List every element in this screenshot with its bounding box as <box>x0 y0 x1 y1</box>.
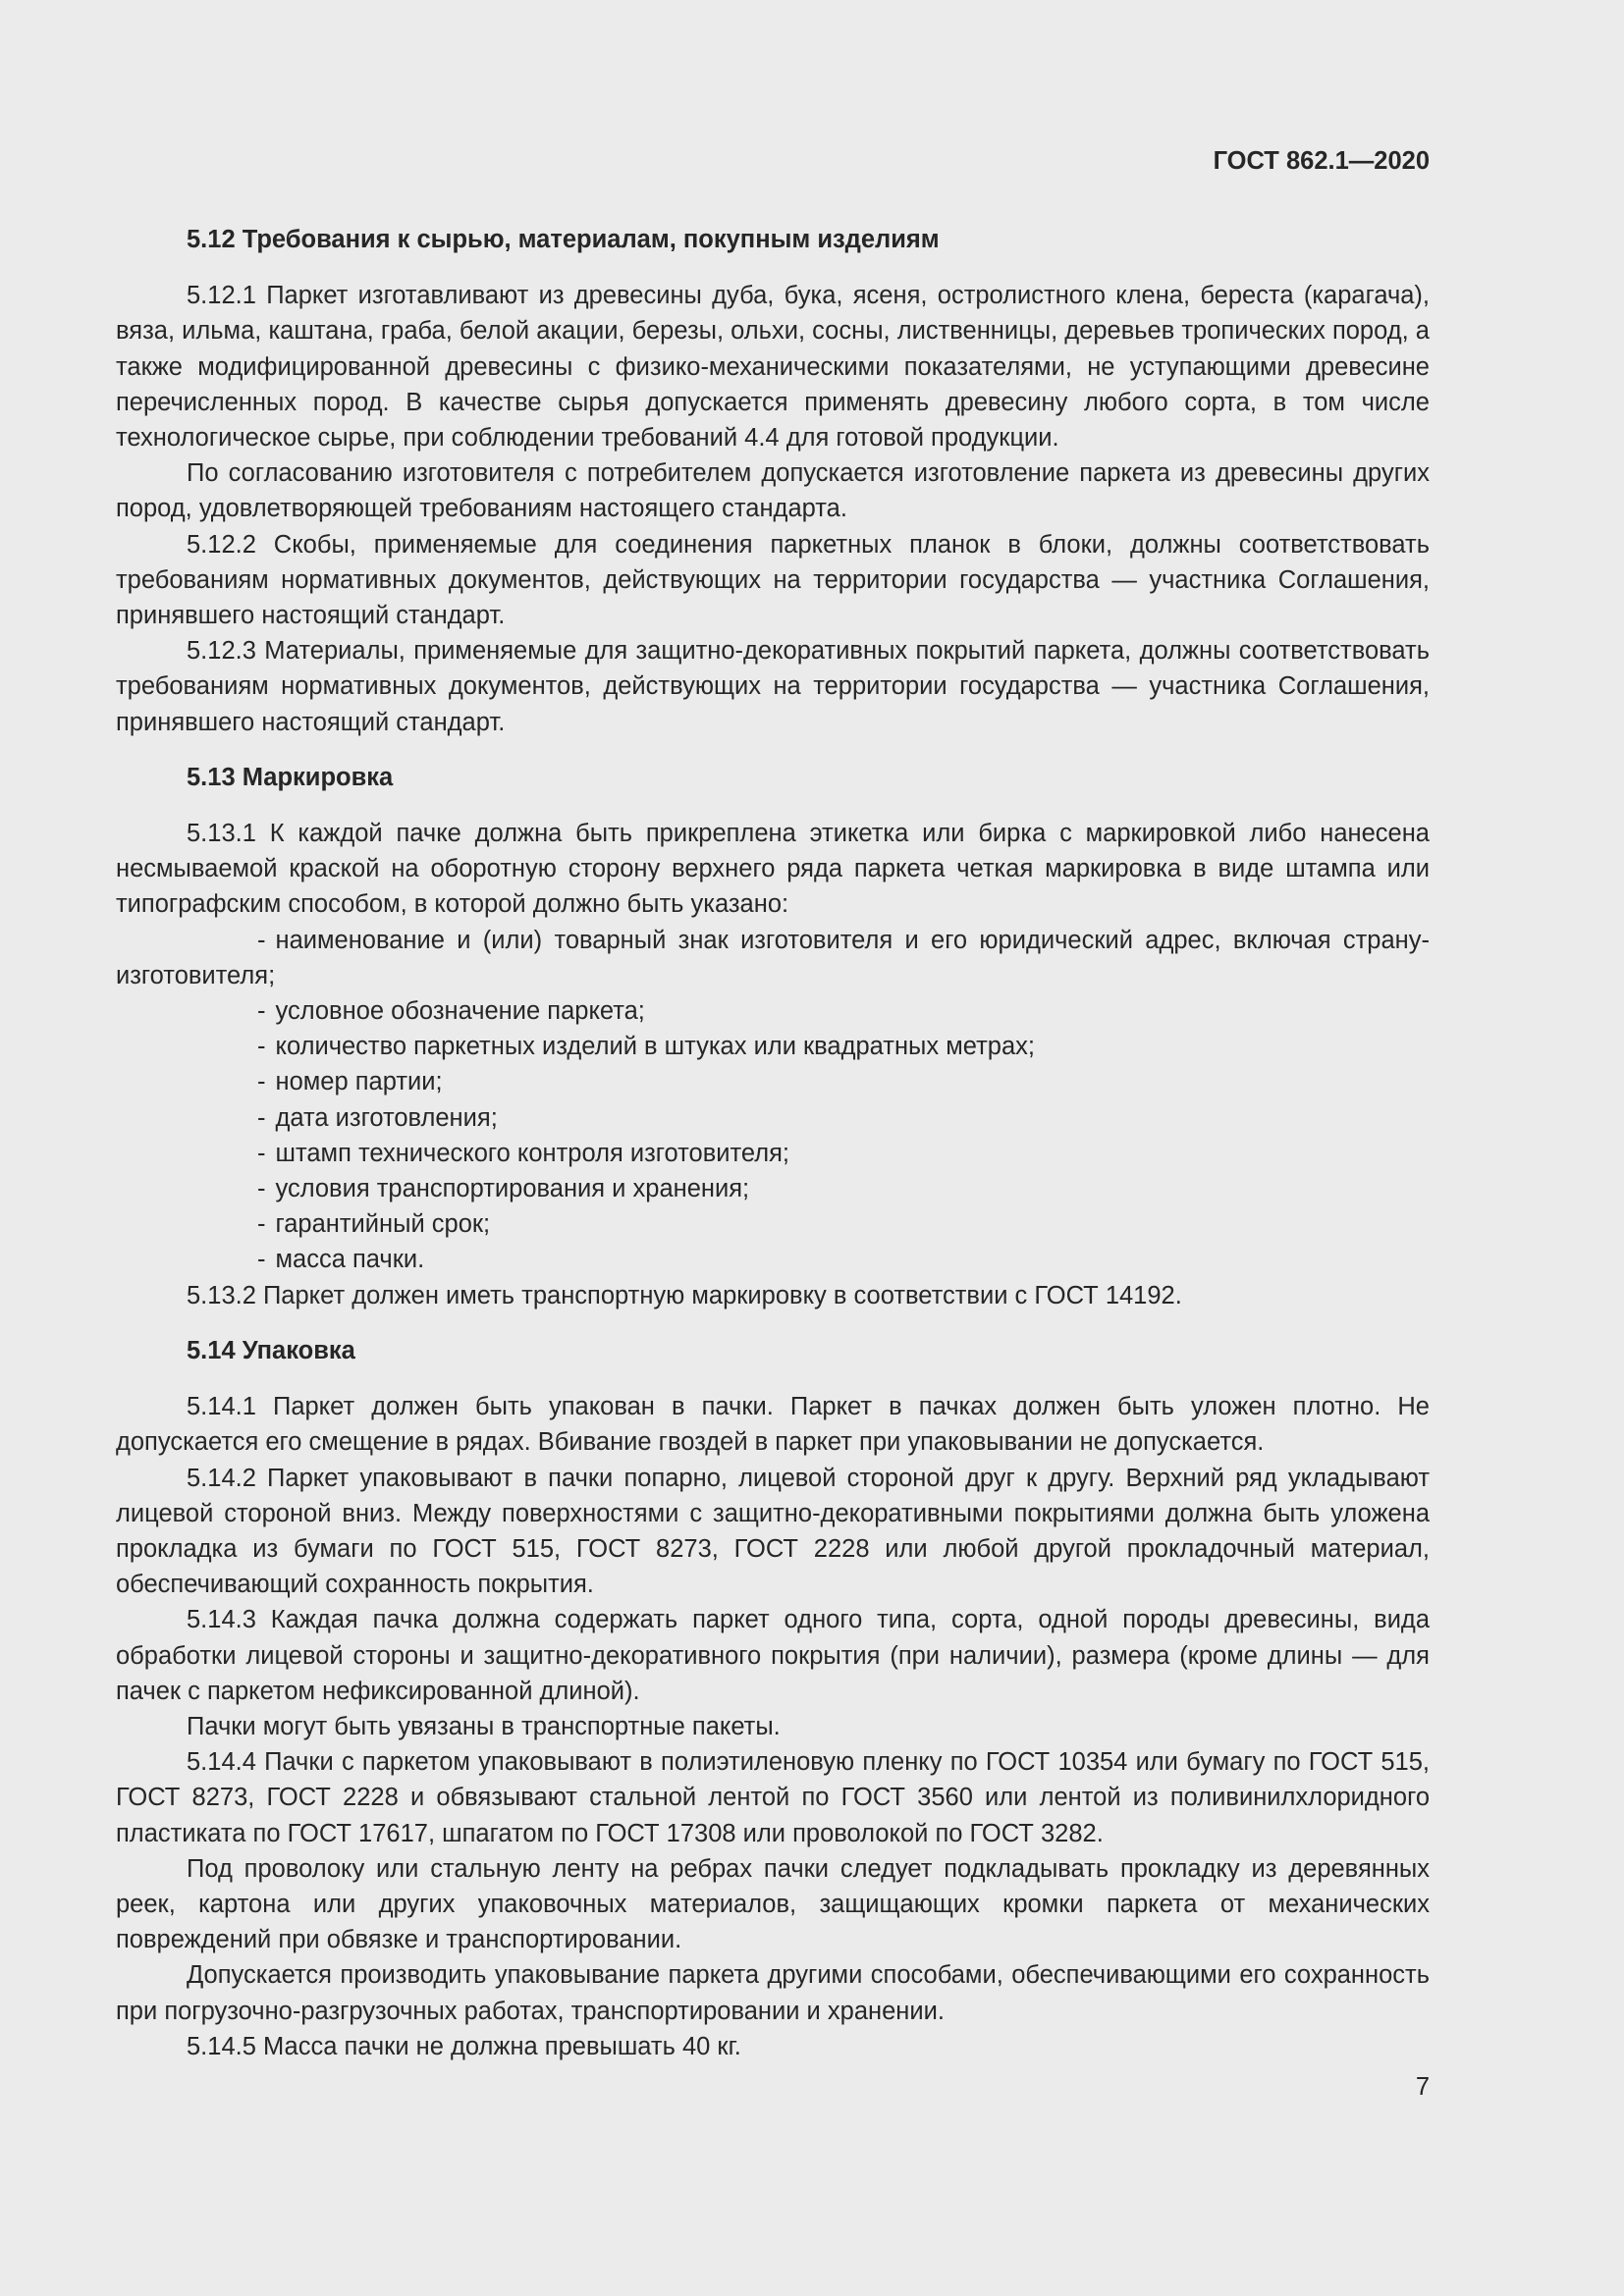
list-item: - количество паркетных изделий в штуках или квадратных метрах; <box>257 1033 1035 1061</box>
section-5-12 <box>116 222 1430 740</box>
paragraph: Под проволоку или стальную ленту на ребрах пачки следует подкладывать прокладку из деревянных реек, картона или других упаковочных материалов, защищающих кромки паркета от механических повреждений при обвязке и транспортировании. <box>116 1854 1430 1954</box>
page-number: 7 <box>1415 2073 1430 2101</box>
section-5-13 <box>116 760 1430 1313</box>
paragraph: 5.13.1 К каждой пачке должна быть прикреплена этикетка или бирка с маркировкой либо нанесена несмываемой краской на оборотную сторону верхнего ряда паркета четкая маркировка в виде штампа или типографским способом, в которой должно быть указано: <box>116 820 1430 919</box>
section-5-14 <box>116 1333 1430 2064</box>
standard-designation: ГОСТ 862.1—2020 <box>1213 147 1430 175</box>
section-heading: 5.13 Маркировка <box>187 763 394 791</box>
section-heading: 5.14 Упаковка <box>187 1336 355 1364</box>
paragraph: 5.14.3 Каждая пачка должна содержать паркет одного типа, сорта, одной породы древесины, вида обработки лицевой стороны и защитно-декоративного покрытия (при наличии), размера (кроме длины — для пачек с паркетом нефиксированной длиной). <box>116 1606 1430 1705</box>
paragraph: 5.14.2 Паркет упаковывают в пачки попарно, лицевой стороной друг к другу. Верхний ряд укладывают лицевой стороной вниз. Между поверхностями с защитно-декоративными покрытиями должна быть уложена прокладка из бумаги по ГОСТ 515, ГОСТ 8273, ГОСТ 2228 или любой другой прокладочный материал, обеспечивающий сохранность покрытия. <box>116 1464 1430 1599</box>
list-item: - номер партии; <box>257 1068 443 1096</box>
marking-list <box>116 923 1430 1278</box>
paragraph: 5.12.1 Паркет изготавливают из древесины дуба, бука, ясеня, остролистного клена, береста (карагача), вяза, ильма, каштана, граба, белой акации, березы, ольхи, сосны, лиственницы, деревьев тропических пород, а также модифицированной древесины с физико-механическими показателями, не уступающими древесине перечисленных пород. В качестве сырья допускается применять древесину любого сорта, в том числе технологическое сырье, при соблюдении требований 4.4 для готовой продукции. <box>116 282 1430 453</box>
section-heading: 5.12 Требования к сырью, материалам, покупным изделиям <box>187 226 940 253</box>
paragraph: 5.14.4 Пачки с паркетом упаковывают в полиэтиленовую пленку по ГОСТ 10354 или бумагу по ГОСТ 515, ГОСТ 8273, ГОСТ 2228 и обвязывают стальной лентой по ГОСТ 3560 или лентой из поливинилхлоридного пластиката по ГОСТ 17617, шпагатом по ГОСТ 17308 или проволокой по ГОСТ 3282. <box>116 1748 1430 1847</box>
list-item: - гарантийный срок; <box>257 1210 491 1239</box>
list-item: - дата изготовления; <box>257 1103 498 1132</box>
paragraph: 5.13.2 Паркет должен иметь транспортную маркировку в соответствии с ГОСТ 14192. <box>187 1281 1182 1309</box>
list-item: - условия транспортирования и хранения; <box>257 1175 750 1203</box>
paragraph: 5.14.1 Паркет должен быть упакован в пачки. Паркет в пачках должен быть уложен плотно. Не допускается его смещение в рядах. Вбивание гвоздей в паркет при упаковывании не допускается. <box>116 1393 1430 1457</box>
paragraph: 5.12.3 Материалы, применяемые для защитно-декоративных покрытий паркета, должны соответствовать требованиям нормативных документов, действующих на территории государства — участника Соглашения, принявшего настоящий стандарт. <box>116 637 1430 736</box>
paragraph: 5.12.2 Скобы, применяемые для соединения паркетных планок в блоки, должны соответствовать требованиям нормативных документов, действующих на территории государства — участника Соглашения, принявшего настоящий стандарт. <box>116 530 1430 630</box>
list-item: - штамп технического контроля изготовителя; <box>257 1139 790 1167</box>
paragraph: 5.14.5 Масса пачки не должна превышать 40 кг. <box>187 2032 741 2060</box>
list-item: - масса пачки. <box>257 1246 425 1274</box>
paragraph: Допускается производить упаковывание паркета другими способами, обеспечивающими его сохранность при погрузочно-разгрузочных работах, транспортировании и хранении. <box>116 1961 1430 2025</box>
document-body <box>116 222 1430 2064</box>
paragraph: Пачки могут быть увязаны в транспортные пакеты. <box>187 1712 781 1740</box>
paragraph: По согласованию изготовителя с потребителем допускается изготовление паркета из древесины других пород, удовлетворяющей требованиям настоящего стандарта. <box>116 459 1430 523</box>
list-item: - наименование и (или) товарный знак изготовителя и его юридический адрес, включая страну-изготовителя; <box>116 926 1430 989</box>
list-item: - условное обозначение паркета; <box>257 997 645 1026</box>
